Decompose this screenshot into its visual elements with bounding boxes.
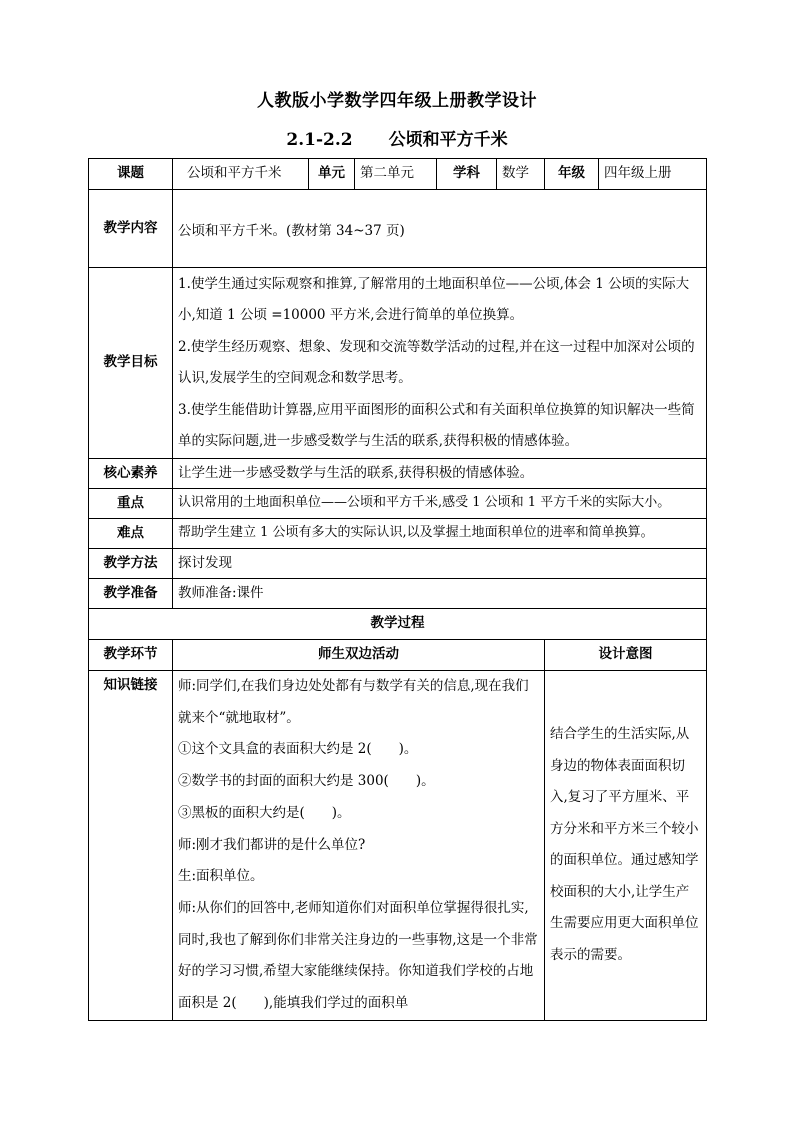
intent-cell	[545, 671, 707, 1021]
goal-item: 1.使学生通过实际观察和推算,了解常用的土地面积单位——公顷,体会 1 公顷的实际大小,知道 1 公顷 =10000 平方米,会进行简单的单位换算。	[178, 275, 690, 323]
goals-row	[89, 268, 707, 459]
info-row	[89, 159, 707, 190]
content-label: 教学内容	[89, 190, 173, 268]
goal-item: 2.使学生经历观察、想象、发现和交流等数学活动的过程,并在这一过程中加深对公顷的认识,发展学生的空间观念和数学思考。	[178, 338, 695, 386]
content-row	[89, 190, 707, 268]
grade-value: 四年级上册	[599, 159, 707, 190]
activity-line: ①这个文具盒的表面积大约是 2( )。	[178, 741, 418, 758]
unit-label: 单元	[309, 159, 355, 190]
document-title: 人教版小学数学四年级上册教学设计	[257, 91, 537, 111]
goals-label: 教学目标	[89, 268, 173, 459]
subject-label: 学科	[437, 159, 497, 190]
process-body-row	[89, 671, 707, 1021]
intent-text: 结合学生的生活实际,从身边的物体表面面积切入,复习了平方厘米、平方分米和平方米三个较小的面积单位。通过感知学校面积的大小,让学生产生需要应用更大面积单位表示的需要。	[550, 726, 699, 963]
key-point-row	[89, 489, 707, 519]
topic-value: 公顷和平方千米	[173, 159, 309, 190]
activity-cell	[173, 671, 545, 1021]
goals-list	[173, 268, 707, 459]
process-heading-row	[89, 609, 707, 640]
activity-line: ②数学书的封面的面积大约是 300( )。	[178, 773, 435, 790]
activity-line: 师:同学们,在我们身边处处都有与数学有关的信息,现在我们就来个“就地取材”。	[178, 678, 529, 726]
method-row	[89, 549, 707, 579]
method-value: 探讨发现	[173, 549, 707, 579]
core-value: 让学生进一步感受数学与生活的联系,获得积极的情感体验。	[173, 459, 707, 489]
subtitle-code: 2.1-2.2	[286, 130, 353, 150]
core-row	[89, 459, 707, 489]
prep-value: 教师准备:课件	[173, 579, 707, 609]
subtitle-name: 公顷和平方千米	[388, 130, 508, 150]
subject-value: 数学	[497, 159, 545, 190]
difficulty-value: 帮助学生建立 1 公顷有多大的实际认识,以及掌握土地面积单位的进率和简单换算。	[173, 519, 707, 549]
activity-line: ③黑板的面积大约是( )。	[178, 804, 351, 821]
goal-item: 3.使学生能借助计算器,应用平面图形的面积公式和有关面积单位换算的知识解决一些简单的实际问题,进一步感受数学与生活的联系,获得积极的情感体验。	[178, 401, 695, 449]
difficulty-label: 难点	[89, 519, 173, 549]
key-point-value: 认识常用的土地面积单位——公顷和平方千米,感受 1 公顷和 1 平方千米的实际大小。	[173, 489, 707, 519]
prep-row	[89, 579, 707, 609]
stage-label: 知识链接	[89, 671, 173, 1021]
key-point-label: 重点	[89, 489, 173, 519]
activity-line: 师:刚才我们都讲的是什么单位?	[178, 836, 366, 853]
col-activity-header: 师生双边活动	[173, 640, 545, 671]
lesson-plan-table	[88, 158, 707, 1021]
core-label: 核心素养	[89, 459, 173, 489]
activity-line: 师:从你们的回答中,老师知道你们对面积单位掌握得很扎实,同时,我也了解到你们非常关注身边的一些事物,这是一个非常好的学习习惯,希望大家能继续保持。你知道我们学校的占地面积是 2( ),能填我们学过的面积单	[178, 899, 538, 1012]
col-intent-header: 设计意图	[545, 640, 707, 671]
process-columns-row	[89, 640, 707, 671]
document-subtitle	[0, 125, 794, 150]
process-heading: 教学过程	[89, 609, 707, 640]
content-value: 公顷和平方千米。(教材第 34~37 页)	[173, 190, 707, 268]
difficulty-row	[89, 519, 707, 549]
grade-label: 年级	[545, 159, 599, 190]
method-label: 教学方法	[89, 549, 173, 579]
prep-label: 教学准备	[89, 579, 173, 609]
topic-label: 课题	[89, 159, 173, 190]
col-stage-header: 教学环节	[89, 640, 173, 671]
activity-line: 生:面积单位。	[178, 868, 264, 885]
unit-value: 第二单元	[355, 159, 437, 190]
